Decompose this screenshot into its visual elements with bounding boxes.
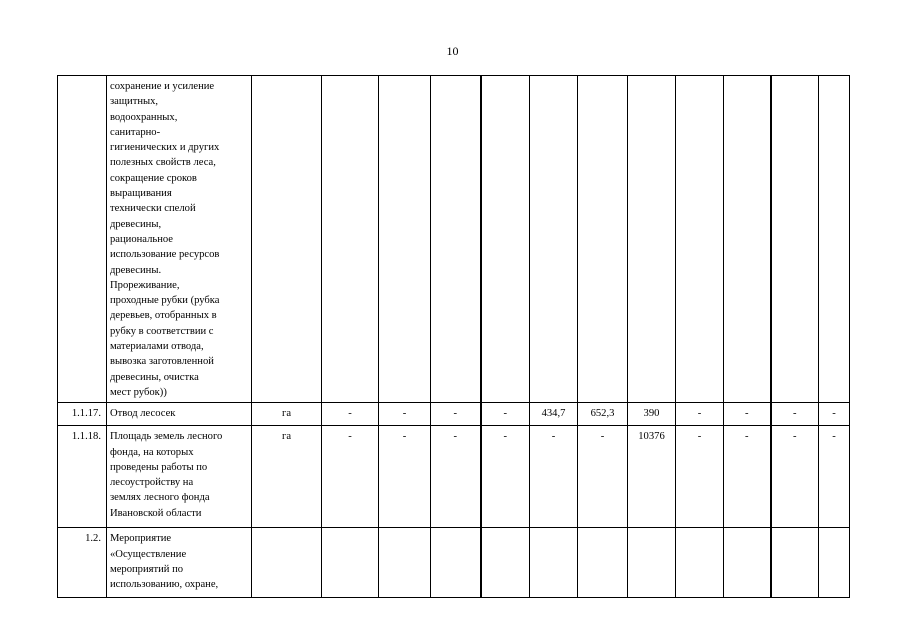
row-value — [431, 528, 481, 598]
row-number — [58, 76, 107, 403]
row-value: - — [481, 403, 530, 426]
row-value: - — [322, 403, 379, 426]
row-value — [578, 76, 628, 403]
row-value — [431, 76, 481, 403]
table-row — [58, 76, 850, 403]
row-value — [724, 76, 771, 403]
row-value: - — [379, 426, 431, 528]
table-row — [58, 426, 850, 528]
row-value — [628, 76, 676, 403]
row-value: 652,3 — [578, 403, 628, 426]
program-table — [57, 75, 850, 598]
row-value — [628, 528, 676, 598]
row-value: - — [431, 426, 481, 528]
row-value: - — [724, 403, 771, 426]
row-value: - — [819, 426, 850, 528]
row-value — [530, 76, 578, 403]
row-number: 1.1.18. — [58, 426, 107, 528]
row-number: 1.2. — [58, 528, 107, 598]
row-number: 1.1.17. — [58, 403, 107, 426]
row-unit — [252, 76, 322, 403]
row-name: Отвод лесосек — [107, 403, 252, 426]
row-value — [322, 76, 379, 403]
row-name: сохранение и усиление защитных, водоохранных, санитарно- гигиенических и других полезных свойств леса, сокращение сроков выращивания технически спелой древесины, рациональное использование ресурсов древесины. Прореживание, проходные рубки (рубка деревьев, отобранных в рубку в соответствии с материалами отвода, вывозка заготовленной древесины, очистка мест рубок)) — [107, 76, 252, 403]
row-unit: га — [252, 426, 322, 528]
row-value — [724, 528, 771, 598]
row-value: 390 — [628, 403, 676, 426]
row-name: Площадь земель лесного фонда, на которых проведены работы по лесоустройству на землях лесного фонда Ивановской области — [107, 426, 252, 528]
table-row — [58, 528, 850, 598]
row-unit — [252, 528, 322, 598]
row-value: 10376 — [628, 426, 676, 528]
row-value: - — [676, 403, 724, 426]
row-value: - — [431, 403, 481, 426]
row-value — [379, 528, 431, 598]
row-value — [578, 528, 628, 598]
row-value — [771, 528, 819, 598]
row-value: - — [322, 426, 379, 528]
row-value: - — [819, 403, 850, 426]
row-value: - — [578, 426, 628, 528]
row-value: - — [530, 426, 578, 528]
row-value — [379, 76, 431, 403]
row-value — [819, 76, 850, 403]
row-value — [771, 76, 819, 403]
row-value — [481, 528, 530, 598]
row-value: - — [724, 426, 771, 528]
row-value: - — [771, 403, 819, 426]
table-row — [58, 403, 850, 426]
row-name: Мероприятие «Осуществление мероприятий по использованию, охране, — [107, 528, 252, 598]
row-unit: га — [252, 403, 322, 426]
row-value — [819, 528, 850, 598]
page-number: 10 — [446, 44, 459, 58]
row-value — [676, 76, 724, 403]
row-value: - — [379, 403, 431, 426]
row-value: - — [771, 426, 819, 528]
row-value — [481, 76, 530, 403]
row-value — [530, 528, 578, 598]
row-value: - — [676, 426, 724, 528]
row-value: - — [481, 426, 530, 528]
row-value — [322, 528, 379, 598]
row-value — [676, 528, 724, 598]
row-value: 434,7 — [530, 403, 578, 426]
